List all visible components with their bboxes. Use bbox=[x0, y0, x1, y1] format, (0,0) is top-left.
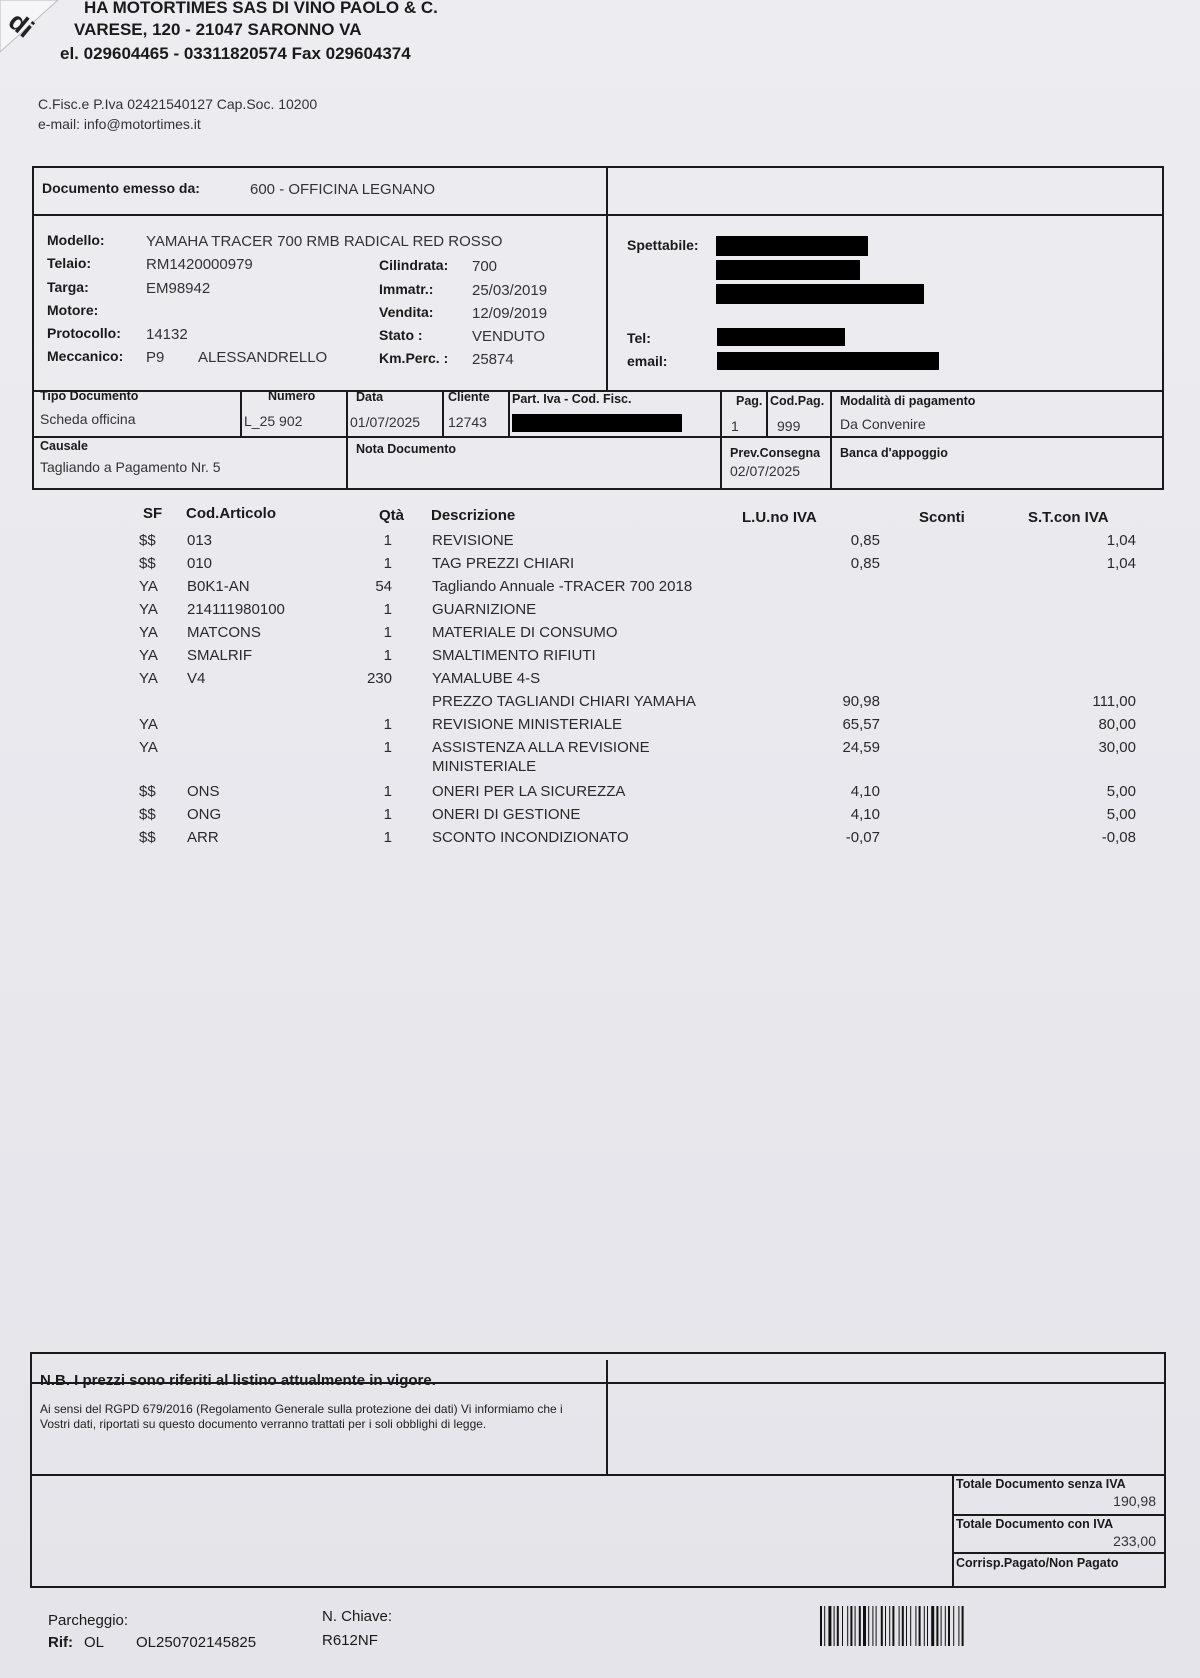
cell-desc2: MINISTERIALE bbox=[432, 758, 537, 775]
cilindrata-value: 700 bbox=[472, 258, 498, 275]
rif-code: OL bbox=[84, 1634, 105, 1651]
redacted-piva bbox=[512, 414, 682, 432]
parcheggio-label: Parcheggio: bbox=[48, 1612, 129, 1629]
meccanico-name: ALESSANDRELLO bbox=[198, 349, 328, 366]
issued-value: 600 - OFFICINA LEGNANO bbox=[250, 181, 436, 198]
cell-cod: 214111980100 bbox=[187, 601, 285, 618]
cliente-value: 12743 bbox=[448, 414, 487, 430]
cell-sf: YA bbox=[139, 647, 158, 664]
cell-qta: 1 bbox=[383, 829, 392, 846]
cell-qta: 1 bbox=[383, 555, 392, 572]
cell-qta: 1 bbox=[383, 532, 392, 549]
cell-desc: YAMALUBE 4-S bbox=[432, 670, 541, 687]
cell-qta: 1 bbox=[383, 716, 392, 733]
immatr-label: Immatr.: bbox=[379, 281, 434, 297]
email-label: email: bbox=[627, 353, 668, 369]
pag-value: 1 bbox=[731, 418, 739, 434]
cell-qta: 1 bbox=[383, 601, 392, 618]
cell-qta: 1 bbox=[383, 806, 392, 823]
modalita-value: Da Convenire bbox=[840, 416, 926, 432]
numero-value: L_25 902 bbox=[244, 413, 303, 429]
total-no-vat-value: 190,98 bbox=[1113, 1493, 1156, 1509]
cell-st: -0,08 bbox=[1101, 829, 1136, 846]
spettabile-label: Spettabile: bbox=[627, 237, 699, 253]
cell-lu: 0,85 bbox=[850, 532, 880, 549]
cell-qta: 1 bbox=[383, 739, 392, 756]
cilindrata-label: Cilindrata: bbox=[379, 257, 449, 273]
modello-value: YAMAHA TRACER 700 RMB RADICAL RED ROSSO bbox=[146, 233, 503, 250]
company-name: HA MOTORTIMES SAS DI VINO PAOLO & C. bbox=[84, 0, 438, 17]
cell-sf: $$ bbox=[139, 806, 156, 823]
banca-label: Banca d'appoggio bbox=[840, 446, 948, 460]
cell-cod: V4 bbox=[187, 670, 206, 687]
redacted-address-1 bbox=[716, 260, 860, 280]
vendita-label: Vendita: bbox=[379, 304, 434, 320]
cell-sf: $$ bbox=[139, 783, 156, 800]
cell-lu: -0,07 bbox=[845, 829, 880, 846]
targa-value: EM98942 bbox=[146, 280, 211, 297]
vendita-value: 12/09/2019 bbox=[472, 305, 548, 322]
stato-label: Stato : bbox=[379, 327, 423, 343]
cell-desc: PREZZO TAGLIANDI CHIARI YAMAHA bbox=[432, 693, 696, 710]
barcode-icon bbox=[820, 1606, 1036, 1646]
header-desc: Descrizione bbox=[431, 507, 516, 524]
redacted-tel bbox=[717, 328, 845, 346]
modalita-label: Modalità di pagamento bbox=[840, 394, 976, 408]
rif-label: Rif: bbox=[48, 1634, 73, 1651]
redacted-address-2 bbox=[716, 284, 924, 304]
numero-label: Numero bbox=[268, 389, 316, 403]
km-label: Km.Perc. : bbox=[379, 350, 449, 366]
cell-desc: Tagliando Annuale -TRACER 700 2018 bbox=[432, 578, 693, 595]
cell-desc: REVISIONE MINISTERIALE bbox=[432, 716, 623, 733]
cell-qta: 1 bbox=[383, 624, 392, 641]
chiave-value: R612NF bbox=[322, 1632, 378, 1649]
nb-note: N.B. I prezzi sono riferiti al listino attualmente in vigore. bbox=[40, 1372, 436, 1389]
causale-value: Tagliando a Pagamento Nr. 5 bbox=[40, 459, 221, 475]
cell-st: 1,04 bbox=[1106, 532, 1136, 549]
telaio-value: RM1420000979 bbox=[146, 256, 253, 273]
cell-st: 80,00 bbox=[1098, 716, 1136, 733]
total-vat-value: 233,00 bbox=[1113, 1533, 1156, 1549]
folded-corner-icon bbox=[0, 0, 60, 60]
privacy-note: Ai sensi del RGPD 679/2016 (Regolamento Generale sulla protezione dei dati) Vi informiamo che i Vostri dati, riportati su questo documento verranno trattati per i soli obblighi di legge. bbox=[40, 1402, 563, 1431]
cell-desc: TAG PREZZI CHIARI bbox=[432, 555, 575, 572]
cell-qta: 1 bbox=[383, 647, 392, 664]
redacted-name bbox=[716, 236, 868, 256]
cell-st: 5,00 bbox=[1106, 806, 1136, 823]
cell-sf: $$ bbox=[139, 532, 156, 549]
cell-desc: ONERI DI GESTIONE bbox=[432, 806, 581, 823]
cell-desc: SCONTO INCONDIZIONATO bbox=[432, 829, 629, 846]
company-address: VARESE, 120 - 21047 SARONNO VA bbox=[74, 20, 362, 39]
company-phone: el. 029604465 - 03311820574 Fax 029604374 bbox=[60, 44, 411, 63]
cell-sf: YA bbox=[139, 601, 158, 618]
cell-sf: YA bbox=[139, 578, 158, 595]
cell-cod: MATCONS bbox=[187, 624, 261, 641]
codpag-value: 999 bbox=[777, 418, 801, 434]
cell-cod: 010 bbox=[187, 555, 213, 572]
cell-sf: YA bbox=[139, 670, 158, 687]
cell-cod: SMALRIF bbox=[187, 647, 253, 664]
stato-value: VENDUTO bbox=[472, 328, 546, 345]
svg-text:di: di bbox=[2, 5, 40, 44]
cell-qta: 1 bbox=[383, 783, 392, 800]
cell-desc: ONERI PER LA SICUREZZA bbox=[432, 783, 626, 800]
cell-desc: REVISIONE bbox=[432, 532, 514, 549]
header-sconti: Sconti bbox=[919, 509, 965, 526]
cell-st: 111,00 bbox=[1092, 693, 1136, 710]
cell-desc: GUARNIZIONE bbox=[432, 601, 537, 618]
cell-lu: 65,57 bbox=[842, 716, 880, 733]
cell-lu: 4,10 bbox=[850, 783, 880, 800]
cell-sf: YA bbox=[139, 739, 158, 756]
header-qta: Qtà bbox=[379, 507, 405, 524]
total-vat-label: Totale Documento con IVA bbox=[956, 1517, 1114, 1531]
cell-lu: 90,98 bbox=[842, 693, 880, 710]
cell-cod: ONS bbox=[187, 783, 220, 800]
cell-cod: ONG bbox=[187, 806, 222, 823]
telaio-label: Telaio: bbox=[47, 255, 92, 271]
tipo-value: Scheda officina bbox=[40, 411, 136, 427]
cell-sf: $$ bbox=[139, 829, 156, 846]
paid-status-label: Corrisp.Pagato/Non Pagato bbox=[956, 1556, 1119, 1570]
data-label: Data bbox=[356, 390, 384, 404]
km-value: 25874 bbox=[472, 351, 514, 368]
codpag-label: Cod.Pag. bbox=[770, 394, 825, 408]
protocollo-value: 14132 bbox=[146, 326, 188, 343]
cell-lu: 24,59 bbox=[842, 739, 880, 756]
cell-st: 30,00 bbox=[1098, 739, 1136, 756]
cell-cod: ARR bbox=[187, 829, 219, 846]
rif-value: OL250702145825 bbox=[136, 1634, 257, 1651]
cell-sf: YA bbox=[139, 624, 158, 641]
modello-label: Modello: bbox=[47, 232, 105, 248]
redacted-email bbox=[717, 352, 939, 370]
issued-label: Documento emesso da: bbox=[42, 180, 200, 196]
cell-qta: 230 bbox=[366, 670, 392, 687]
piva-label: Part. Iva - Cod. Fisc. bbox=[512, 392, 632, 406]
cell-lu: 0,85 bbox=[850, 555, 880, 572]
cell-desc: ASSISTENZA ALLA REVISIONE bbox=[432, 739, 650, 756]
company-tax: C.Fisc.e P.Iva 02421540127 Cap.Soc. 10200 bbox=[38, 96, 318, 112]
header-sf: SF bbox=[143, 505, 163, 522]
protocollo-label: Protocollo: bbox=[47, 325, 121, 341]
tel-label: Tel: bbox=[627, 330, 651, 346]
data-value: 01/07/2025 bbox=[350, 414, 421, 430]
prev-label: Prev.Consegna bbox=[730, 446, 821, 460]
cell-sf: $$ bbox=[139, 555, 156, 572]
header-st: S.T.con IVA bbox=[1028, 509, 1109, 526]
cell-st: 5,00 bbox=[1106, 783, 1136, 800]
chiave-label: N. Chiave: bbox=[322, 1608, 393, 1625]
cell-st: 1,04 bbox=[1106, 555, 1136, 572]
cell-cod: B0K1-AN bbox=[187, 578, 250, 595]
meccanico-label: Meccanico: bbox=[47, 348, 124, 364]
nota-label: Nota Documento bbox=[356, 442, 456, 456]
header-lu: L.U.no IVA bbox=[742, 509, 817, 526]
cell-sf: YA bbox=[139, 716, 158, 733]
cell-lu: 4,10 bbox=[850, 806, 880, 823]
causale-label: Causale bbox=[40, 439, 88, 453]
cell-qta: 54 bbox=[375, 578, 392, 595]
motore-label: Motore: bbox=[47, 302, 99, 318]
total-no-vat-label: Totale Documento senza IVA bbox=[956, 1477, 1126, 1491]
cell-cod: 013 bbox=[187, 532, 213, 549]
company-email: e-mail: info@motortimes.it bbox=[38, 116, 201, 132]
immatr-value: 25/03/2019 bbox=[472, 282, 548, 299]
targa-label: Targa: bbox=[47, 279, 89, 295]
prev-value: 02/07/2025 bbox=[730, 463, 801, 479]
header-cod: Cod.Articolo bbox=[186, 505, 276, 522]
cell-desc: MATERIALE DI CONSUMO bbox=[432, 624, 618, 641]
cell-desc: SMALTIMENTO RIFIUTI bbox=[432, 647, 596, 664]
cliente-label: Cliente bbox=[448, 390, 490, 404]
meccanico-code: P9 bbox=[146, 349, 165, 366]
pag-label: Pag. bbox=[736, 394, 763, 408]
tipo-label: Tipo Documento bbox=[40, 389, 139, 403]
